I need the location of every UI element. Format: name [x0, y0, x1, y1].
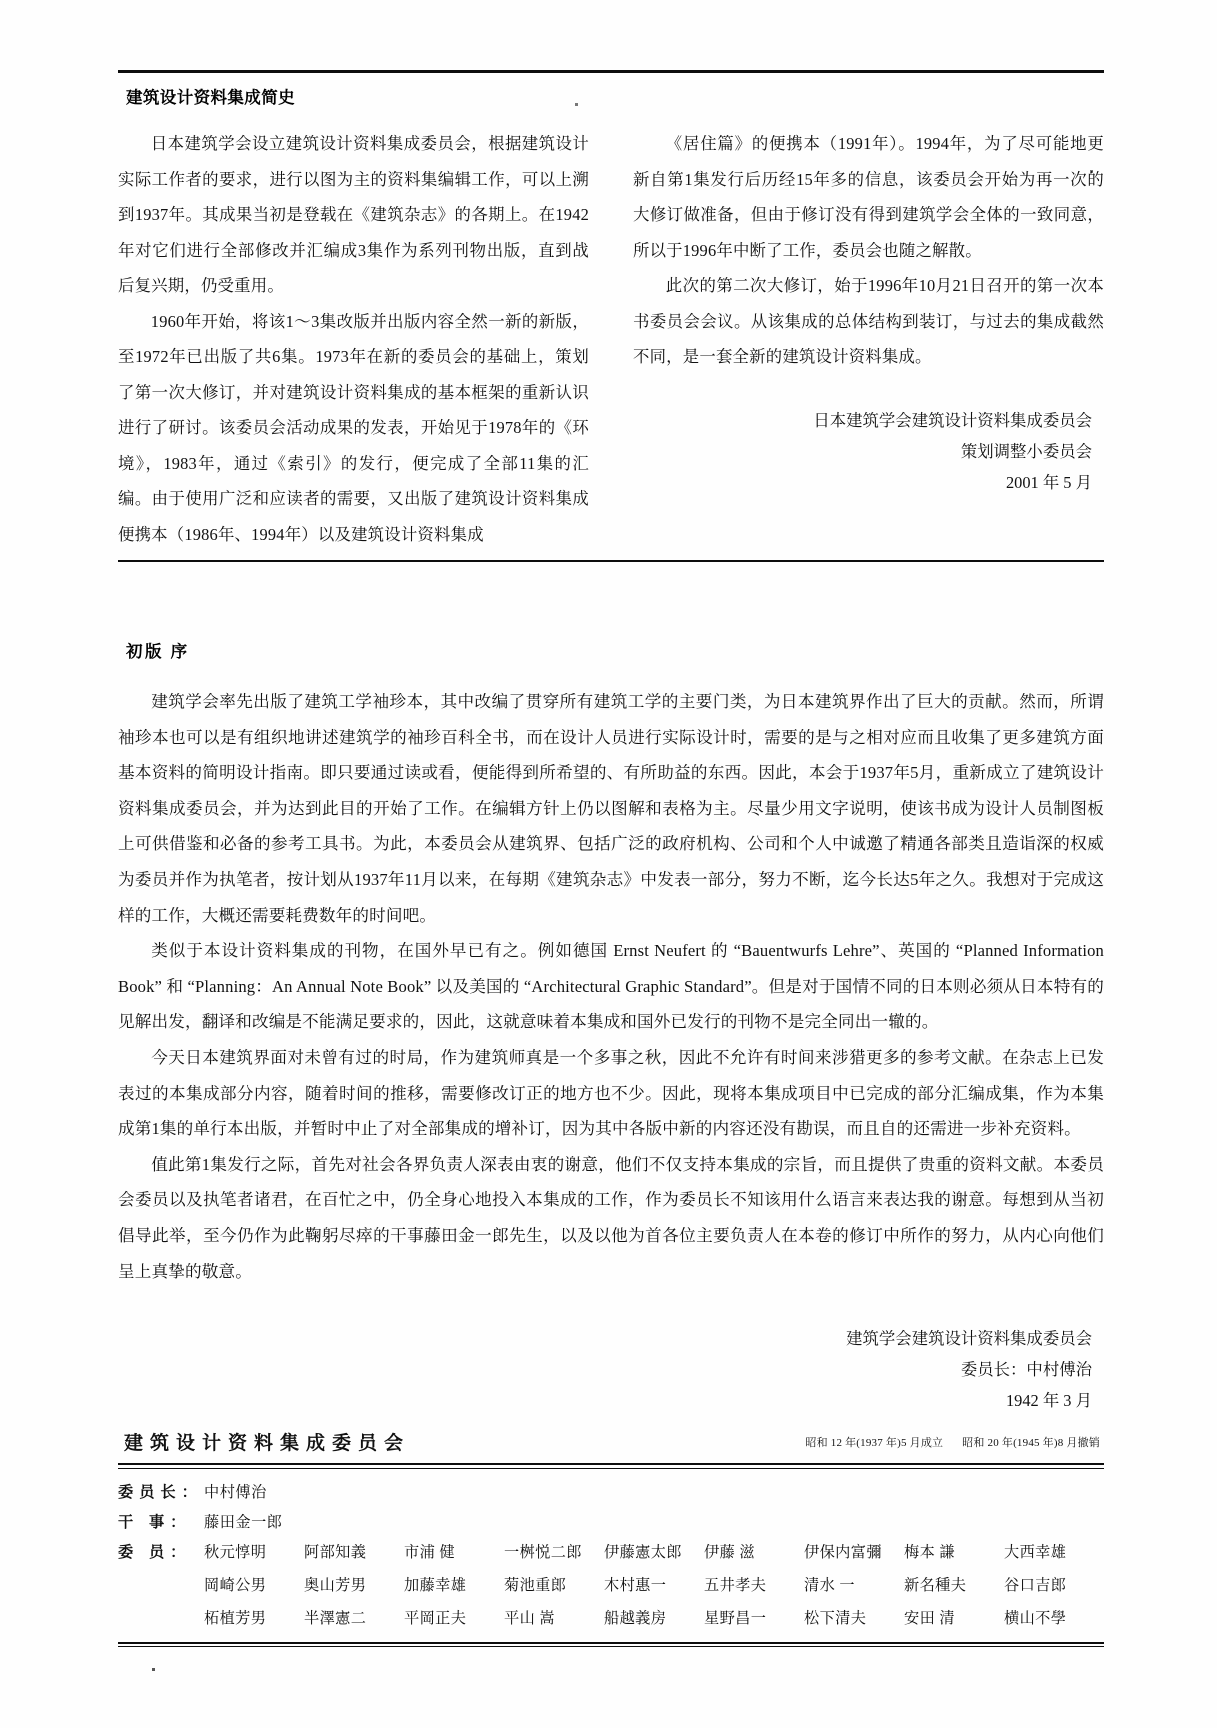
member-name: 大西幸雄 — [1004, 1543, 1067, 1561]
committee-top-rule — [118, 1463, 1104, 1469]
committee-roster — [118, 1478, 1104, 1634]
signature-line: 建筑学会建筑设计资料集成委员会 — [846, 1329, 1092, 1349]
member-name: 松下清夫 — [804, 1609, 867, 1627]
member-name: 谷口吉郎 — [1004, 1576, 1067, 1594]
member-name: 伊藤 滋 — [704, 1543, 755, 1561]
member-name: 菊池重郎 — [504, 1576, 567, 1594]
scan-artifact-dot-bottom — [152, 1668, 155, 1671]
paragraph: 1960年开始，将该1～3集改版并出版内容全然一新的新版，至1972年已出版了共6集。1973年在新的委员会的基础上，策划了第一次大修订，并对建筑设计资料集成的基本框架的重新认识进行了研讨。该委员会活动成果的发表，开始见于1978年的《环境》，1983年，通过《索引》的发行，便完成了全部11集的汇编。由于使用广泛和应读者的需要，又出版了建筑设计资料集成便携本（1986年、1994年）以及建筑设计资料集成 — [118, 311, 589, 544]
member-name: 岡崎公男 — [204, 1576, 267, 1594]
committee-title: 建筑设计资料集成委员会 — [124, 1433, 411, 1455]
section-1-columns — [118, 126, 1104, 552]
page-content — [118, 70, 1104, 1647]
member-name: 船越義房 — [604, 1609, 667, 1627]
roster-row-chair — [118, 1478, 1104, 1508]
committee-header — [118, 1428, 1104, 1455]
paragraph: 此次的第二次大修订，始于1996年10月21日召开的第一次本书委员会会议。从该集成的总体结构到装订，与过去的集成截然不同，是一套全新的建筑设计资料集成。 — [633, 276, 1104, 366]
chair-label: 委员长： — [118, 1483, 203, 1501]
paragraph: 类似于本设计资料集成的刊物，在国外早已有之。例如德国 Ernst Neufert 的 “Bauentwurfs Lehre”、英国的 “Planned Information Book” 和 “Planning：An Annual Note Book” 以及美国的 “Architectural Graphic Standard”。但是对于国情不同的日本则必须从日本特有的见解出发，翻译和改编是不能满足要求的，因此，这就意味着本集成和国外已发行的刊物不是完全同出一辙的。 — [118, 941, 1104, 1032]
roster-row-members — [118, 1538, 1104, 1634]
member-name: 半澤憲二 — [304, 1609, 367, 1627]
signature-line: 委员长：中村傅治 — [960, 1360, 1092, 1380]
secretary-value: 藤田金一郎 — [204, 1513, 283, 1531]
committee-bottom-rule — [118, 1642, 1104, 1648]
committee-note — [789, 1434, 1104, 1455]
section-2-signature — [118, 1323, 1104, 1416]
member-name: 一桝悦二郎 — [504, 1543, 582, 1561]
section-2-body — [118, 684, 1104, 1289]
section-1-right-column — [633, 126, 1104, 552]
signature-date: 2001 年 5 月 — [1005, 472, 1092, 492]
member-name: 梅本 謙 — [904, 1543, 955, 1561]
committee-note-established: 昭和 12 年(1937 年)5 月成立 — [805, 1437, 944, 1450]
member-name: 秋元惇明 — [204, 1543, 267, 1561]
committee-note-dissolved: 昭和 20 年(1945 年)8 月撤销 — [962, 1437, 1100, 1450]
member-name: 市浦 健 — [404, 1543, 455, 1561]
signature-line: 日本建筑学会建筑设计资料集成委员会 — [813, 410, 1092, 430]
member-name: 柘植芳男 — [204, 1609, 267, 1627]
paragraph: 日本建筑学会设立建筑设计资料集成委员会，根据建筑设计实际工作者的要求，进行以图为主的资料集编辑工作，可以上溯到1937年。其成果当初是登载在《建筑杂志》的各期上。在1942年对它们进行全部修改并汇编成3集作为系列刊物出版，直到战后复兴期，仍受重用。 — [118, 134, 589, 295]
member-name: 星野昌一 — [704, 1609, 767, 1627]
roster-row-secretary — [118, 1508, 1104, 1538]
member-name: 奥山芳男 — [304, 1576, 367, 1594]
paragraph: 《居住篇》的便携本（1991年）。1994年，为了尽可能地更新自第1集发行后历经15年多的信息，该委员会开始为再一次的大修订做准备，但由于修订没有得到建筑学会全体的一致同意，所以于1996年中断了工作，委员会也随之解散。 — [633, 134, 1104, 260]
member-name: 加藤幸雄 — [404, 1576, 467, 1594]
member-name: 平山 嵩 — [504, 1609, 555, 1627]
section-2-heading: 初版 序 — [126, 642, 190, 661]
member-name: 阿部知義 — [304, 1543, 367, 1561]
member-name: 五井孝夫 — [704, 1576, 767, 1594]
paragraph: 今天日本建筑界面对未曾有过的时局，作为建筑师真是一个多事之秋，因此不允许有时间来涉猎更多的参考文献。在杂志上已发表过的本集成部分内容，随着时间的推移，需要修改订正的地方也不少。因此，现将本集成项目中已完成的部分汇编成集，作为本集成第1集的单行本出版，并暂时中止了对全部集成的增补订，因为其中各版中新的内容还没有勘误，而且自的还需进一步补充资料。 — [118, 1047, 1104, 1139]
paragraph: 值此第1集发行之际，首先对社会各界负责人深表由衷的谢意，他们不仅支持本集成的宗旨，而且提供了贵重的资料文献。本委员会委员以及执笔者诸君，在百忙之中，仍全身心地投入本集成的工作，作为委员长不知该用什么语言来表达我的谢意。每想到从当初倡导此举，至今仍作为此鞠躬尽瘁的干事藤田金一郎先生，以及以他为首各位主要负责人在本卷的修订中所作的努力，从内心向他们呈上真挚的敬意。 — [118, 1154, 1104, 1281]
signature-date: 1942 年 3 月 — [1005, 1391, 1092, 1411]
top-rule — [118, 70, 1104, 73]
member-name: 伊藤憲太郎 — [604, 1543, 682, 1561]
member-name: 平岡正夫 — [404, 1609, 467, 1627]
members-label: 委 员： — [118, 1543, 192, 1561]
member-name: 安田 清 — [904, 1609, 955, 1627]
members-grid — [204, 1538, 1104, 1634]
member-name: 新名種夫 — [904, 1576, 967, 1594]
section-1-left-column — [118, 126, 589, 552]
section-1-signature — [633, 405, 1104, 498]
member-name: 木村惠一 — [604, 1576, 667, 1594]
paragraph: 建筑学会率先出版了建筑工学袖珍本，其中改编了贯穿所有建筑工学的主要门类，为日本建筑界作出了巨大的贡献。然而，所谓袖珍本也可以是有组织地讲述建筑学的袖珍百科全书，而在设计人员进行实际设计时，需要的是与之相对应而且收集了更多建筑方面基本资料的简明设计指南。即只要通过读或看，便能得到所希望的、有所助益的东西。因此，本会于1937年5月，重新成立了建筑设计资料集成委员会，并为达到此目的开始了工作。在编辑方针上仍以图解和表格为主。尽量少用文字说明，使该书成为设计人员制图板上可供借鉴和必备的参考工具书。为此，本委员会从建筑界、包括广泛的政府机构、公司和个人中诚邀了精通各部类且造诣深的权威为委员并作为执笔者，按计划从1937年11月以来，在每期《建筑杂志》中发表一部分，努力不断，迄今长达5年之久。我想对于完成这样的工作，大概还需要耗费数年的时间吧。 — [118, 692, 1104, 925]
member-name: 清水 一 — [804, 1576, 855, 1594]
section-1-heading: 建筑设计资料集成简史 — [126, 88, 295, 107]
signature-line: 策划调整小委员会 — [960, 441, 1092, 461]
member-name: 横山不學 — [1004, 1609, 1067, 1627]
chair-value: 中村傅治 — [204, 1483, 267, 1501]
secretary-label: 干 事： — [118, 1513, 192, 1531]
member-name: 伊保内富彌 — [804, 1543, 882, 1561]
